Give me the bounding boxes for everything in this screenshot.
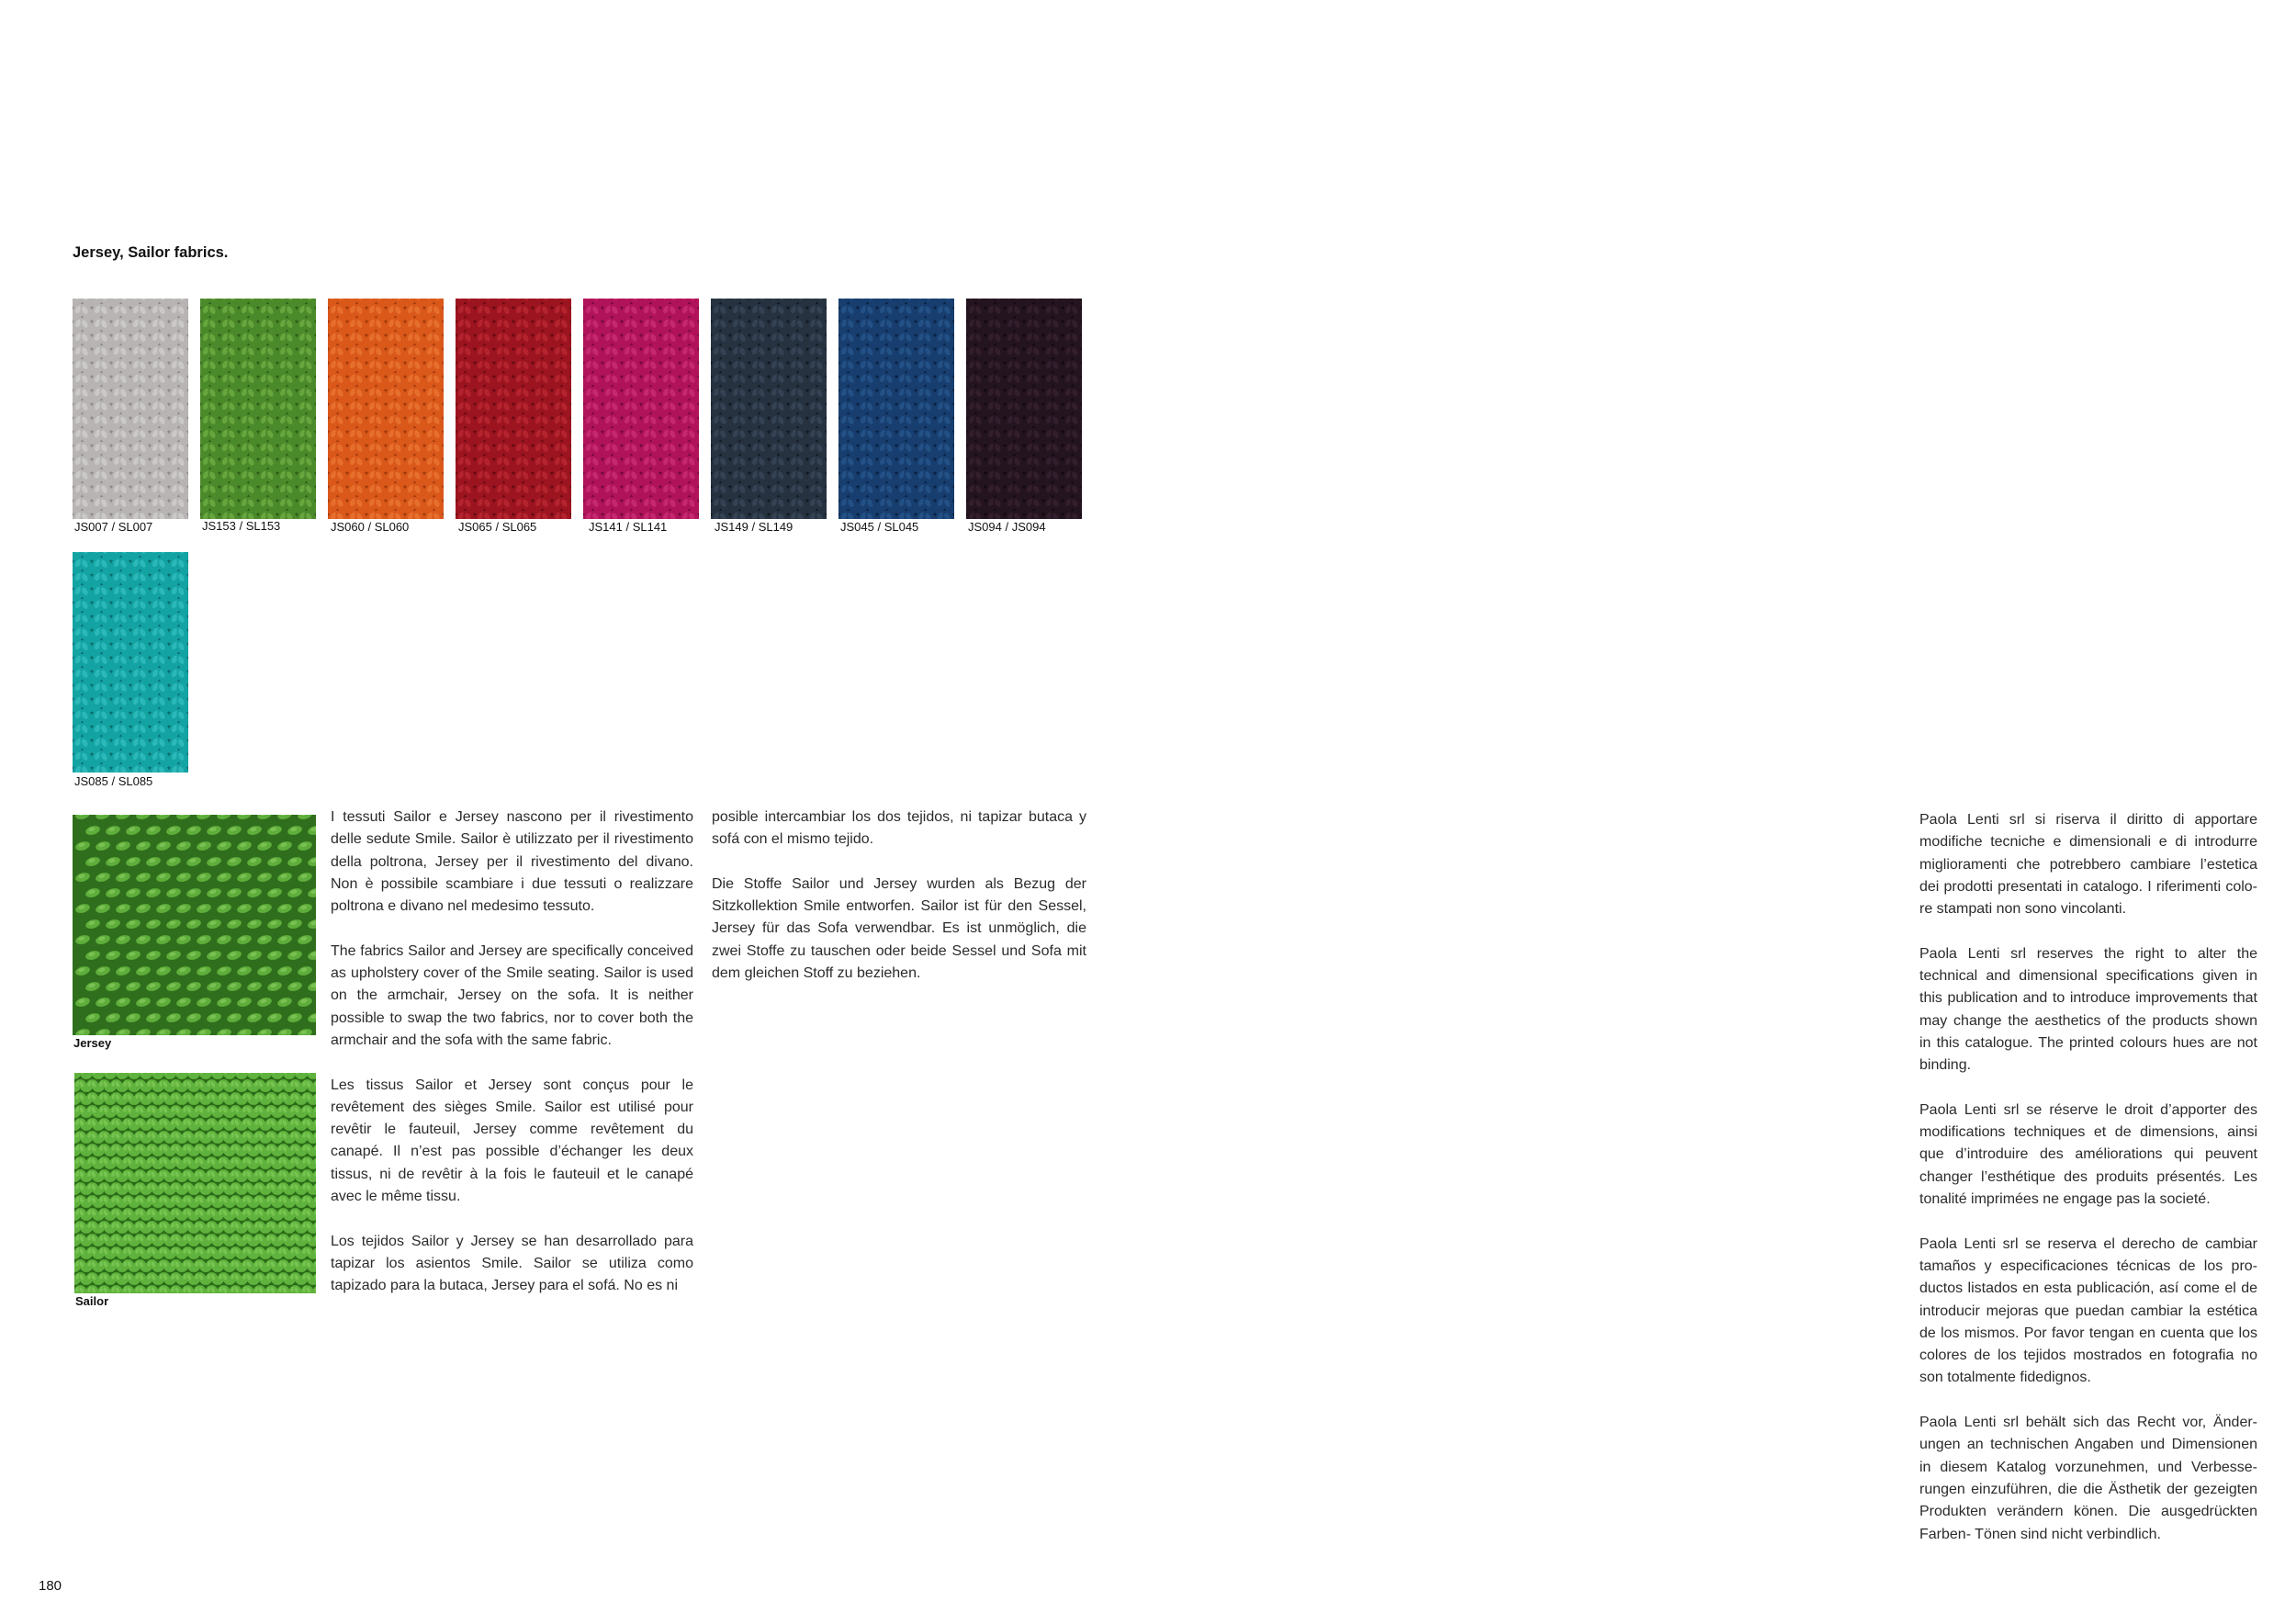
disclaimer-column (1919, 809, 2257, 1546)
swatch-label: JS094 / JS094 (968, 520, 1046, 534)
swatch-label: JS060 / SL060 (331, 520, 410, 534)
swatch-js149[interactable] (711, 299, 827, 519)
swatch-js085[interactable] (73, 552, 188, 773)
sailor-detail-image (74, 1073, 316, 1293)
paragraph-english: The fabrics Sailor and Jersey are specifically conceived as upholstery cover of the Smile seating. Sailor is used on the armchair, Jersey on the sofa. It is neither possible to swap the two fabrics, nor to cover both the armchair and the sofa with the same fabric. (331, 942, 693, 1048)
swatch-js141[interactable] (583, 299, 699, 519)
disclaimer-italian: Paola Lenti srl si riserva il diritto di apportare modifiche tecniche e dimensionali e di introdurre miglioramenti che potrebbero cambiare l’estetica dei prodotti presentati in catalogo. I riferimenti colo-re stampati non sono vincolanti. (1919, 812, 2257, 918)
swatch-js065[interactable] (456, 299, 571, 519)
jersey-label: Jersey (73, 1036, 112, 1050)
disclaimer-english: Paola Lenti srl reserves the right to alter the technical and dimensional specifications given in this publication and to introduce improvements that may change the aesthetics of the products shown in this catalogue. The printed colours hues are not binding. (1919, 945, 2257, 1074)
swatch-label: JS149 / SL149 (715, 520, 793, 534)
disclaimer-spanish: Paola Lenti srl se reserva el derecho de cambiar tamaños y especificaciones técnicas de los pro-ductos listados en esta publicación, así come el de introducir mejoras que puedan cambiar la estética de los mismos. Por favor tengan en cuenta que los colores de los tejidos mostrados en fotografia no son totalmente fidedignos. (1919, 1235, 2257, 1386)
swatch-label: JS153 / SL153 (202, 519, 281, 533)
swatch-label: JS065 / SL065 (458, 520, 537, 534)
paragraph-french: Les tissus Sailor et Jersey sont conçus pour le revêtement des sièges Smile. Sailor est utilisé pour revêtir le fauteuil, Jersey comme revêtement du canapé. Il n’est pas possible d’échanger les deux tissus, ni de revêtir à la fois le fauteuil et le canapé avec le même tissu. (331, 1077, 693, 1205)
swatch-label: JS007 / SL007 (74, 520, 153, 534)
swatch-js007[interactable] (73, 299, 188, 519)
paragraph-spanish-cont: posible intercambiar los dos tejidos, ni tapizar butaca y sofá con el mismo tejido. (712, 809, 1086, 848)
jersey-detail-image (73, 815, 316, 1035)
paragraph-german: Die Stoffe Sailor und Jersey wurden als Bezug der Sitzkollektion Smile entworfen. Sailor ist für den Sessel, Jersey für das Sofa verwendbar. Es ist unmöglich, die zwei Stoffe zu tauschen oder beide Sessel und Sofa mit dem gleichen Stoff zu beziehen. (712, 875, 1086, 982)
swatch-js153[interactable] (200, 299, 316, 519)
swatch-js094[interactable] (966, 299, 1082, 519)
section-title: Jersey, Sailor fabrics. (73, 244, 229, 261)
description-column-2 (712, 806, 1086, 985)
sailor-label: Sailor (75, 1294, 109, 1308)
swatch-js060[interactable] (328, 299, 444, 519)
description-column-1 (331, 806, 693, 1298)
paragraph-italian: I tessuti Sailor e Jersey nascono per il rivestimento delle sedute Smile. Sailor è utilizzato per il rivestimento della poltrona, Jersey per il rivestimento del divano. Non è possibile scambiare i due tessuti o realizzare poltrona e divano nel medesimo tessuto. (331, 809, 693, 915)
swatch-js045[interactable] (838, 299, 954, 519)
swatch-label: JS085 / SL085 (74, 774, 153, 788)
swatch-label: JS045 / SL045 (840, 520, 919, 534)
page-number: 180 (39, 1578, 62, 1594)
paragraph-spanish: Los tejidos Sailor y Jersey se han desarrollado para tapizar los asientos Smile. Sailor se utiliza como tapizado para la butaca, Jersey para el sofá. No es ni (331, 1233, 693, 1294)
swatch-label: JS141 / SL141 (589, 520, 668, 534)
disclaimer-german: Paola Lenti srl behält sich das Recht vor, Änder-ungen an technischen Angaben und Dimensionen in diesem Katalog vorzunehmen, und Verbesse-rungen einzuführen, die die Ästhetik der gezeigten Produkten verändern könen. Die ausgedrückten Farben- Tönen sind nicht verbindlich. (1919, 1415, 2257, 1542)
disclaimer-french: Paola Lenti srl se réserve le droit d’apporter des modifications techniques et de dimensions, ainsi que d’introduire des améliorations qui peuvent changer l’esthétique des produits présentés. Les tonalité imprimées ne engage pas la societé. (1919, 1101, 2257, 1208)
